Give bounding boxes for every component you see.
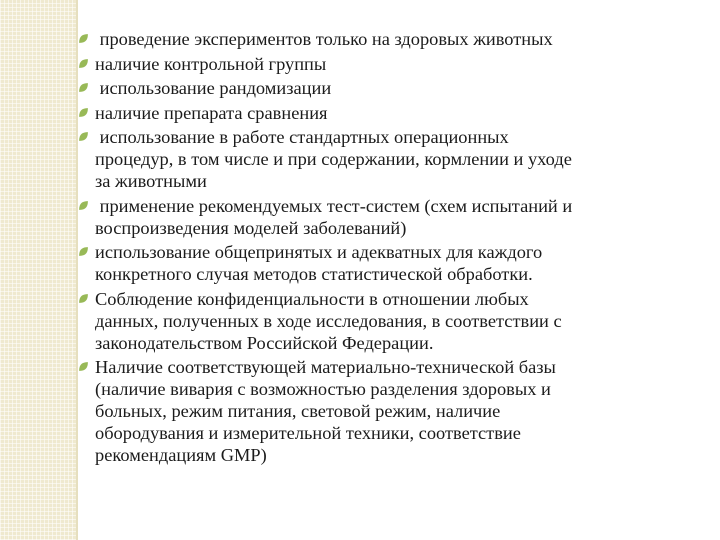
- leaf-bullet-icon: [78, 246, 89, 257]
- leaf-bullet-icon: [78, 293, 89, 304]
- list-item: [78, 195, 693, 239]
- list-item: [78, 28, 693, 50]
- decorative-side-band: [0, 0, 78, 540]
- list-item-text: применение рекомендуемых тест-систем (схем испытаний и воспроизведения моделей заболеваний): [95, 195, 573, 238]
- leaf-bullet-icon: [78, 58, 89, 69]
- leaf-bullet-icon: [78, 82, 89, 93]
- leaf-bullet-icon: [78, 131, 89, 142]
- list-item: [78, 241, 693, 285]
- list-item: [78, 102, 693, 124]
- list-item-text: наличие контрольной группы: [95, 53, 327, 74]
- list-item: [78, 288, 693, 354]
- leaf-bullet-icon: [78, 200, 89, 211]
- list-item-text: использование в работе стандартных операционных процедур, в том числе и при содержании, кормлении и уходе за животными: [95, 127, 572, 191]
- list-item-text: проведение экспериментов только на здоровых животных: [95, 29, 553, 49]
- list-item-text: использование общепринятых и адекватных для каждого конкретного случая методов статистической обработки.: [95, 242, 543, 284]
- list-item-text: использование рандомизации: [95, 78, 332, 98]
- list-item: [78, 77, 693, 99]
- list-item: [78, 356, 693, 466]
- leaf-bullet-icon: [78, 33, 89, 44]
- leaf-bullet-icon: [78, 361, 89, 372]
- list-item-text: Соблюдение конфиденциальности в отношении любых данных, полученных в ходе исследования, в соответствии с законодательством Российской Федерации.: [95, 288, 562, 353]
- list-item-text: наличие препарата сравнения: [95, 102, 328, 123]
- list-item: [78, 126, 693, 192]
- bullet-list: [78, 28, 693, 469]
- list-item: [78, 53, 693, 75]
- leaf-bullet-icon: [78, 107, 89, 118]
- list-item-text: Наличие соответствующей материально-технической базы (наличие вивария с возможностью разделения здоровых и больных, режим питания, световой режим, наличие обородувания и измерительной техники, соответствие рекомендациям GMP): [95, 357, 556, 465]
